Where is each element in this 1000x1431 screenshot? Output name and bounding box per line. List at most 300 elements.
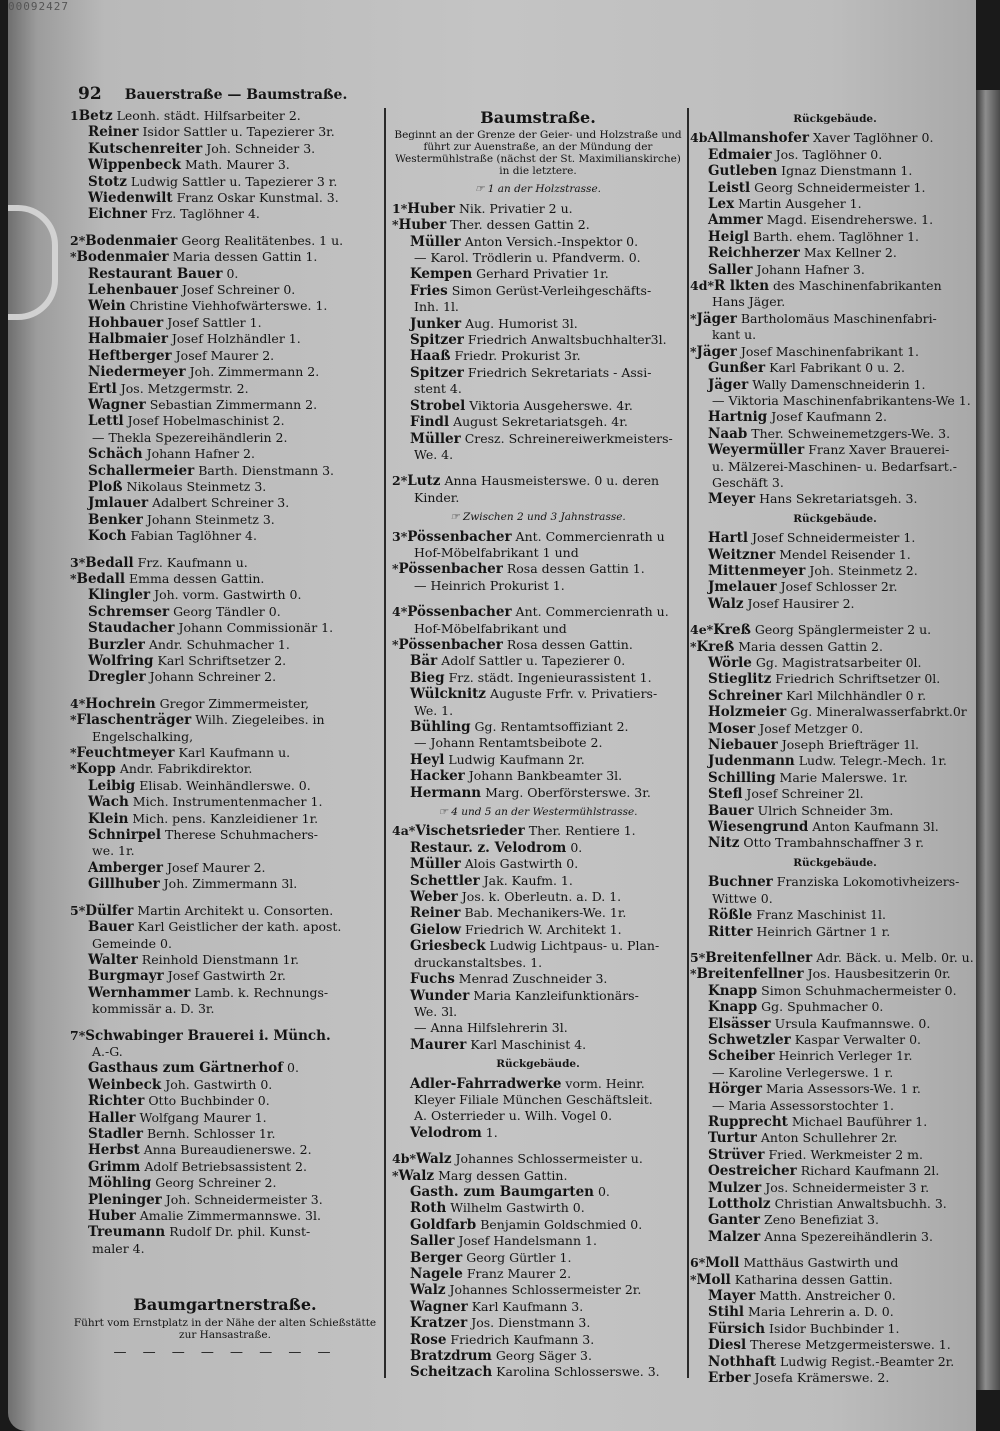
- occupation-floor: Xaver Taglöhner 0.: [812, 130, 934, 146]
- resident-name: Findl: [410, 414, 450, 431]
- directory-entry: [392, 1250, 684, 1266]
- occupation-floor: Amalie Zimmermannswe. 3l.: [139, 1208, 321, 1223]
- directory-entry: [392, 561, 684, 577]
- directory-entry: [392, 201, 684, 217]
- occupation-floor: Frz. Kaufmann u.: [137, 554, 248, 570]
- occupation-floor: Maria dessen Gattin 2.: [738, 638, 883, 654]
- resident-name: Bär: [410, 653, 438, 670]
- resident-name: Müller: [410, 233, 461, 250]
- entry-continuation: [690, 475, 976, 491]
- directory-entry: [690, 803, 976, 819]
- resident-name: Kopp: [76, 761, 116, 778]
- occupation-floor: Franziska Lokomotivheizers-: [776, 874, 960, 890]
- resident-name: Gutleben: [708, 163, 778, 180]
- entry-continuation: [392, 299, 684, 315]
- occupation-floor: Rudolf Dr. phil. Kunst-: [169, 1224, 311, 1240]
- resident-name: Saller: [708, 261, 753, 278]
- occupation-floor: 0.: [226, 265, 239, 281]
- occupation-floor: Magd. Eisendreherswe. 1.: [766, 212, 934, 228]
- directory-entry: [70, 1126, 380, 1142]
- resident-name: Ganter: [708, 1212, 761, 1229]
- occupation-floor: Franz Oskar Kunstmal. 3.: [176, 190, 339, 206]
- directory-entry: [690, 596, 976, 612]
- directory-entry: [690, 1016, 976, 1032]
- resident-name: Reichherzer: [708, 245, 800, 262]
- resident-name: Mittenmeyer: [708, 562, 806, 579]
- directory-entry: [690, 442, 976, 458]
- house-number: 5*: [690, 949, 706, 965]
- directory-entry: [392, 1364, 684, 1380]
- occupation-floor: A.-G.: [92, 1043, 123, 1059]
- directory-entry: [690, 622, 976, 638]
- directory-entry: [690, 344, 976, 360]
- resident-name: Schilling: [708, 769, 776, 786]
- directory-entry: [70, 1077, 380, 1093]
- entry-continuation: [70, 1241, 380, 1257]
- directory-entry: [392, 719, 684, 735]
- resident-name: Wein: [88, 298, 126, 315]
- occupation-floor: — Heinrich Prokurist 1.: [414, 577, 565, 593]
- resident-name: Betz: [78, 108, 113, 124]
- occupation-floor: u. Mälzerei-Maschinen- u. Bedarfsart.-: [712, 458, 957, 474]
- resident-name: Vischetsrieder: [415, 823, 525, 840]
- directory-entry: [690, 1272, 976, 1288]
- directory-entry: [70, 745, 380, 761]
- occupation-floor: Wally Damenschneiderin 1.: [752, 376, 926, 392]
- occupation-floor: Joh. Steinmetz 2.: [809, 562, 918, 578]
- entry-list: [690, 111, 976, 1386]
- resident-name: Scheiber: [708, 1048, 775, 1065]
- occupation-floor: Gg. Spuhmacher 0.: [761, 999, 884, 1015]
- resident-name: Holzmeier: [708, 704, 787, 721]
- occupation-floor: Josef Maurer 2.: [175, 347, 275, 363]
- directory-entry: [70, 903, 380, 919]
- occupation-floor: We. 3l.: [414, 1003, 458, 1019]
- resident-name: Pleninger: [88, 1191, 162, 1208]
- resident-name: Fürsich: [708, 1320, 766, 1337]
- house-number: 2*: [70, 232, 86, 248]
- directory-entry: [690, 983, 976, 999]
- resident-name: Bieg: [410, 669, 445, 686]
- subheading-rueckgebaeude: Rückgebäude.: [793, 512, 877, 525]
- directory-entry: [70, 298, 380, 314]
- occupation-floor: Ursula Kaufmannswe. 0.: [774, 1015, 931, 1031]
- resident-name: Restaurant Bauer: [88, 265, 223, 282]
- resident-name: Malzer: [708, 1228, 761, 1245]
- directory-entry: [70, 331, 380, 347]
- resident-name: Breitenfellner: [696, 966, 804, 983]
- occupation-floor: Josef Hausirer 2.: [747, 595, 855, 611]
- occupation-floor: Adolf Betriebsassistent 2.: [144, 1158, 307, 1174]
- directory-entry: [690, 950, 976, 966]
- occupation-floor: Christian Anwaltsbuchh. 3.: [774, 1196, 947, 1211]
- directory-entry: [70, 985, 380, 1001]
- occupation-floor: Johann Bankbeamter 3l.: [468, 768, 623, 784]
- resident-name: Saller: [410, 1233, 455, 1250]
- directory-entry: [392, 234, 684, 250]
- resident-name: Walz: [410, 1282, 446, 1299]
- directory-entry: [690, 245, 976, 261]
- resident-name: Treumann: [88, 1224, 166, 1241]
- occupation-floor: Martin Ausgeher 1.: [738, 196, 862, 212]
- occupation-floor: Engelschalking,: [92, 728, 194, 744]
- directory-entry: [690, 426, 976, 442]
- resident-name: Wagner: [88, 396, 146, 413]
- entry-gap: [690, 940, 976, 950]
- directory-entry: [70, 1060, 380, 1076]
- occupation-floor: Elisab. Weinhändlerswe. 0.: [139, 777, 311, 793]
- entry-continuation: [70, 729, 380, 745]
- directory-entry: [690, 874, 976, 890]
- resident-name: Schäch: [88, 446, 143, 463]
- directory-entry: [70, 1110, 380, 1126]
- resident-name: Möhling: [88, 1175, 152, 1192]
- occupation-floor: Ther. Rentiere 1.: [528, 823, 636, 839]
- occupation-floor: Zeno Benefiziat 3.: [764, 1212, 879, 1228]
- directory-entry: [70, 174, 380, 190]
- occupation-floor: A. Osterrieder u. Wilh. Vogel 0.: [414, 1108, 613, 1124]
- directory-entry: [690, 1370, 976, 1386]
- directory-entry: [690, 409, 976, 425]
- occupation-floor: Ther. Schweinemetzgers-We. 3.: [751, 425, 951, 441]
- directory-entry: [70, 348, 380, 364]
- occupation-floor: Ant. Commercienrath u: [515, 528, 665, 544]
- entry-continuation: [392, 955, 684, 971]
- occupation-floor: Wolfgang Maurer 1.: [139, 1109, 267, 1125]
- entry-continuation: [392, 1020, 684, 1036]
- directory-entry: [70, 794, 380, 810]
- occupation-floor: Rosa dessen Gattin.: [506, 636, 633, 652]
- directory-entry: [392, 1233, 684, 1249]
- occupation-floor: vorm. Heinr.: [565, 1075, 645, 1091]
- resident-name: Heyl: [410, 751, 445, 768]
- directory-entry: [690, 999, 976, 1015]
- occupation-floor: Otto Buchbinder 0.: [148, 1093, 270, 1109]
- entry-continuation: [690, 459, 976, 475]
- occupation-floor: Franz Maurer 2.: [466, 1266, 572, 1281]
- directory-entry: [70, 968, 380, 984]
- resident-name: Gielow: [410, 921, 462, 938]
- directory-entry: [70, 571, 380, 587]
- resident-name: Ritter: [708, 923, 753, 940]
- occupation-floor: — Anna Hilfslehrerin 3l.: [414, 1020, 568, 1036]
- house-number: 4b*: [392, 1151, 416, 1167]
- occupation-floor: Anton Kaufmann 3l.: [812, 819, 939, 835]
- resident-name: Hartnig: [708, 409, 768, 426]
- directory-entry: [70, 528, 380, 544]
- directory-entry: [392, 653, 684, 669]
- entry-gap: [392, 463, 684, 473]
- resident-name: Stotz: [88, 173, 127, 190]
- occupation-floor: Jos. Schneidermeister 3 r.: [765, 1179, 930, 1195]
- directory-entry: [690, 835, 976, 851]
- directory-entry: [690, 212, 976, 228]
- directory-entry: [392, 1217, 684, 1233]
- resident-name: Judenmann: [708, 753, 795, 770]
- occupation-floor: Joh. vorm. Gastwirth 0.: [154, 587, 302, 603]
- resident-name: Fries: [410, 282, 448, 299]
- house-number: *: [392, 1167, 399, 1183]
- resident-name: Nitz: [708, 835, 740, 852]
- resident-name: Mayer: [708, 1288, 756, 1305]
- resident-name: Wunder: [410, 987, 470, 1004]
- house-number: *: [70, 570, 77, 586]
- resident-name: Huber: [88, 1208, 136, 1224]
- occupation-floor: Georg Tändler 0.: [173, 603, 281, 619]
- resident-name: Haaß: [410, 348, 451, 365]
- occupation-floor: Therese Metzgermeisterswe. 1.: [750, 1337, 951, 1353]
- resident-name: Wach: [88, 794, 129, 811]
- occupation-floor: Friedrich Anwaltsbuchhalter3l.: [467, 332, 667, 348]
- directory-entry: [70, 233, 380, 249]
- resident-name: Lutz: [407, 473, 441, 490]
- directory-entry: [690, 1255, 976, 1271]
- directory-entry: [70, 712, 380, 728]
- entry-gap: [70, 686, 380, 696]
- house-number: 4*: [70, 695, 86, 711]
- occupation-floor: Jos. k. Oberleutn. a. D. 1.: [461, 889, 622, 905]
- resident-name: Wagner: [410, 1298, 468, 1315]
- directory-entry: [392, 1332, 684, 1348]
- occupation-floor: Josef Sattler 1.: [167, 314, 262, 330]
- occupation-floor: Andr. Fabrikdirektor.: [119, 761, 253, 777]
- occupation-floor: Anna Hausmeisterswe. 0 u. deren: [444, 473, 660, 489]
- column-bauerstrasse: [70, 108, 380, 1361]
- resident-name: Bratzdrum: [410, 1348, 492, 1365]
- resident-name: Ertl: [88, 380, 117, 397]
- directory-entry: [690, 1354, 976, 1370]
- directory-entry: [392, 266, 684, 282]
- resident-name: Bühling: [410, 719, 471, 735]
- directory-entry: [690, 655, 976, 671]
- entry-list: [70, 108, 380, 1257]
- resident-name: Koch: [88, 528, 127, 545]
- resident-name: Klingler: [88, 587, 151, 604]
- resident-name: Bodenmaier: [85, 232, 178, 249]
- occupation-floor: Marie Malerswe. 1r.: [779, 769, 908, 785]
- entry-continuation: [392, 1108, 684, 1124]
- directory-entry: [70, 1142, 380, 1158]
- directory-entry: [392, 365, 684, 381]
- occupation-floor: Nikolaus Steinmetz 3.: [126, 478, 267, 494]
- resident-name: Mulzer: [708, 1179, 762, 1196]
- directory-entry: [70, 1028, 380, 1044]
- entry-continuation: [392, 250, 684, 266]
- resident-name: Gunßer: [708, 360, 766, 377]
- resident-name: Leistl: [708, 179, 751, 196]
- directory-entry: [392, 1282, 684, 1298]
- occupation-floor: Karl Geistlicher der kath. apost.: [137, 919, 342, 935]
- house-number: *: [690, 1271, 697, 1287]
- street-title-baumstrasse: Baumstraße.: [480, 108, 596, 127]
- directory-entry: [70, 397, 380, 413]
- occupation-floor: Matthäus Gastwirth und: [743, 1255, 899, 1271]
- house-number: 3*: [70, 554, 86, 570]
- section-marker: ☞ 4 und 5 an der Westermühlstrasse.: [438, 806, 638, 819]
- resident-name: R lkten: [713, 278, 770, 295]
- directory-entry: [392, 283, 684, 299]
- resident-name: Schettler: [410, 872, 480, 889]
- occupation-floor: Rosa dessen Gattin 1.: [506, 561, 645, 577]
- occupation-floor: des Maschinenfabrikanten: [773, 278, 942, 294]
- occupation-floor: Josef Schlosser 2r.: [780, 579, 898, 595]
- occupation-floor: Johannes Schlossermeister u.: [455, 1151, 643, 1167]
- resident-name: Junker: [410, 315, 462, 332]
- resident-name: Rose: [410, 1331, 447, 1348]
- occupation-floor: Josef Gastwirth 2r.: [167, 968, 286, 984]
- directory-entry: [690, 721, 976, 737]
- resident-name: Müller: [410, 430, 461, 447]
- resident-name: Elsässer: [708, 1015, 771, 1032]
- resident-name: Stadler: [88, 1125, 144, 1142]
- occupation-floor: Gemeinde 0.: [92, 935, 172, 951]
- directory-entry: [690, 924, 976, 940]
- house-number: *: [690, 310, 697, 326]
- column-baumstrasse-1: [392, 108, 684, 1381]
- occupation-floor: Simon Schuhmachermeister 0.: [761, 982, 957, 998]
- occupation-floor: Anna Bureaudienerswe. 2.: [143, 1142, 312, 1158]
- directory-entry: [392, 971, 684, 987]
- directory-page: [8, 0, 976, 1431]
- occupation-floor: Bab. Mechanikers-We. 1r.: [464, 905, 627, 921]
- entry-continuation: [70, 1001, 380, 1017]
- occupation-floor: — Karoline Verlegerswe. 1 r.: [712, 1064, 894, 1080]
- occupation-floor: Alois Gastwirth 0.: [464, 856, 579, 872]
- directory-entry: [690, 579, 976, 595]
- directory-entry: [690, 262, 976, 278]
- occupation-floor: Franz Xaver Brauerei-: [808, 442, 950, 458]
- occupation-floor: Wittwe 0.: [712, 890, 773, 906]
- resident-name: Hörger: [708, 1081, 763, 1098]
- resident-name: Ammer: [708, 212, 763, 229]
- resident-name: Jmlauer: [88, 495, 149, 512]
- directory-entry: [690, 547, 976, 563]
- occupation-floor: Adalbert Schreiner 3.: [152, 495, 290, 511]
- directory-entry: [392, 431, 684, 447]
- directory-entry: [392, 856, 684, 872]
- resident-name: Velodrom: [410, 1124, 482, 1141]
- occupation-floor: Mich. Instrumentenmacher 1.: [132, 794, 323, 810]
- occupation-floor: Johannes Schlossermeister 2r.: [449, 1282, 642, 1298]
- resident-name: Pössenbacher: [398, 561, 503, 578]
- house-number: 1*: [392, 200, 408, 216]
- resident-name: Heftberger: [88, 347, 172, 364]
- resident-name: Schremser: [88, 603, 170, 620]
- resident-name: Müller: [410, 856, 461, 873]
- entry-continuation: [690, 327, 976, 343]
- resident-name: Burzler: [88, 636, 145, 653]
- occupation-floor: Kinder.: [414, 489, 460, 505]
- resident-name: Bedall: [85, 554, 134, 571]
- occupation-floor: Karolina Schlosserswe. 3.: [496, 1364, 660, 1380]
- directory-entry: [392, 873, 684, 889]
- directory-entry: [690, 1229, 976, 1245]
- occupation-floor: Friedr. Prokurist 3r.: [454, 348, 581, 364]
- occupation-floor: Wilhelm Gastwirth 0.: [450, 1200, 585, 1216]
- directory-entry: [70, 1224, 380, 1240]
- directory-entry: [392, 785, 684, 801]
- resident-name: Erber: [708, 1370, 751, 1387]
- resident-name: Eichner: [88, 206, 147, 223]
- resident-name: Schreiner: [708, 687, 783, 704]
- occupation-floor: Auguste Frfr. v. Privatiers-: [489, 686, 658, 702]
- occupation-floor: Joh. Gastwirth 0.: [165, 1076, 273, 1092]
- resident-name: Lettl: [88, 413, 124, 430]
- occupation-floor: Karl Kaufmann 3.: [471, 1298, 584, 1314]
- subheading-rueckgebaeude: Rückgebäude.: [793, 113, 877, 125]
- entry-continuation: [70, 430, 380, 446]
- resident-name: Hacker: [410, 768, 465, 785]
- resident-name: Rupprecht: [708, 1113, 788, 1130]
- resident-name: Niedermeyer: [88, 364, 186, 381]
- occupation-floor: — Viktoria Maschinenfabrikantens-We 1.: [712, 392, 971, 408]
- directory-entry: [70, 1175, 380, 1191]
- directory-entry: [392, 686, 684, 702]
- directory-entry: [70, 604, 380, 620]
- directory-entry: [70, 364, 380, 380]
- resident-name: Bodenmaier: [76, 249, 169, 266]
- directory-entry: [690, 966, 976, 982]
- entry-continuation: [690, 1065, 976, 1081]
- directory-entry: [392, 1184, 684, 1200]
- directory-entry: [70, 952, 380, 968]
- resident-name: Haller: [88, 1109, 136, 1126]
- occupation-floor: Ther. dessen Gattin 2.: [450, 217, 590, 233]
- occupation-floor: Leonh. städt. Hilfsarbeiter 2.: [116, 108, 301, 123]
- directory-entry: [690, 819, 976, 835]
- resident-name: Grimm: [88, 1158, 141, 1175]
- occupation-floor: Andr. Schuhmacher 1.: [148, 636, 290, 652]
- resident-name: Roth: [410, 1200, 447, 1217]
- occupation-floor: Gerhard Privatier 1r.: [476, 266, 609, 282]
- occupation-floor: Georg Schneidermeister 1.: [754, 179, 926, 195]
- occupation-floor: Johann Hafner 3.: [756, 261, 865, 277]
- resident-name: Berger: [410, 1249, 463, 1266]
- occupation-floor: Michael Bauführer 1.: [791, 1113, 928, 1129]
- resident-name: Reiner: [88, 124, 139, 141]
- directory-entry: [392, 889, 684, 905]
- directory-entry: [392, 752, 684, 768]
- occupation-floor: Menrad Zuschneider 3.: [458, 971, 608, 987]
- entry-continuation: [392, 735, 684, 751]
- resident-name: Schwetzler: [708, 1031, 791, 1048]
- occupation-floor: Barth. ehem. Taglöhner 1.: [753, 228, 920, 244]
- resident-name: Strobel: [410, 397, 466, 414]
- occupation-floor: Ludwig Sattler u. Tapezierer 3 r.: [130, 173, 338, 189]
- house-number: 4a*: [392, 823, 416, 839]
- resident-name: Wernhammer: [88, 984, 191, 1001]
- resident-name: Moll: [705, 1255, 740, 1272]
- occupation-floor: Josef Schreiner 0.: [182, 282, 296, 298]
- resident-name: Stihl: [708, 1304, 745, 1321]
- occupation-floor: Gg. Magistratsarbeiter 0l.: [755, 655, 922, 670]
- resident-name: Feuchtmeyer: [76, 745, 175, 762]
- house-number: *: [392, 561, 399, 577]
- entry-gap: [70, 223, 380, 233]
- resident-name: Hartl: [708, 530, 748, 547]
- occupation-floor: Isidor Buchbinder 1.: [769, 1320, 900, 1336]
- street-title-baumgartnerstrasse: Baumgartnerstraße.: [133, 1295, 317, 1315]
- directory-entry: [70, 761, 380, 777]
- occupation-floor: Geschäft 3.: [712, 474, 784, 490]
- occupation-floor: Hof-Möbelfabrikant 1 und: [414, 544, 579, 560]
- occupation-floor: Reinhold Dienstmann 1r.: [141, 951, 300, 967]
- directory-entry: [70, 1192, 380, 1208]
- resident-name: Halbmaier: [88, 331, 168, 348]
- resident-name: Jäger: [696, 343, 737, 360]
- subheading-rueckgebaeude: Rückgebäude.: [793, 856, 877, 869]
- resident-name: Pössenbacher: [407, 528, 512, 545]
